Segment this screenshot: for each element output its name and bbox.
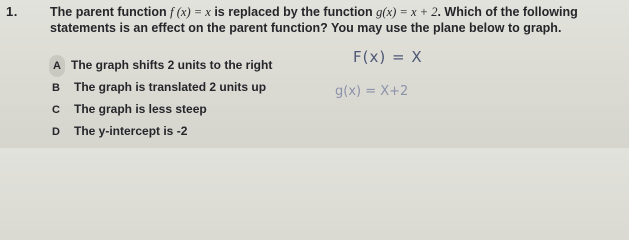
option-b[interactable] <box>52 76 272 98</box>
option-c-text: The graph is less steep <box>74 102 207 116</box>
option-d[interactable] <box>52 120 272 142</box>
question-number: 1. <box>6 4 18 19</box>
option-c[interactable] <box>52 98 272 120</box>
answer-options <box>52 54 272 142</box>
option-b-letter: B <box>52 82 60 94</box>
option-b-text: The graph is translated 2 units up <box>74 80 267 94</box>
handwritten-parent-function: F(x) = X <box>353 48 423 66</box>
stem-text-part2: is replaced by the function <box>210 5 377 19</box>
new-function-expression: g(x) = x + 2 <box>376 5 438 19</box>
question-stem <box>50 4 625 36</box>
option-a[interactable] <box>52 54 272 76</box>
stem-text-line2: statements is an effect on the parent function? You may use the plane below to graph. <box>50 21 562 35</box>
option-a-text: The graph shifts 2 units to the right <box>71 58 273 72</box>
parent-function-expression: f (x) = x <box>170 5 211 19</box>
stem-text-part1: The parent function <box>50 5 171 19</box>
option-d-text: The y-intercept is -2 <box>74 124 188 138</box>
option-d-letter: D <box>52 126 60 138</box>
handwritten-new-function: g(x) = X+2 <box>335 84 409 99</box>
option-c-letter: C <box>52 104 60 116</box>
stem-text-part3: . Which of the following <box>437 5 578 19</box>
option-a-letter: A <box>49 55 65 77</box>
